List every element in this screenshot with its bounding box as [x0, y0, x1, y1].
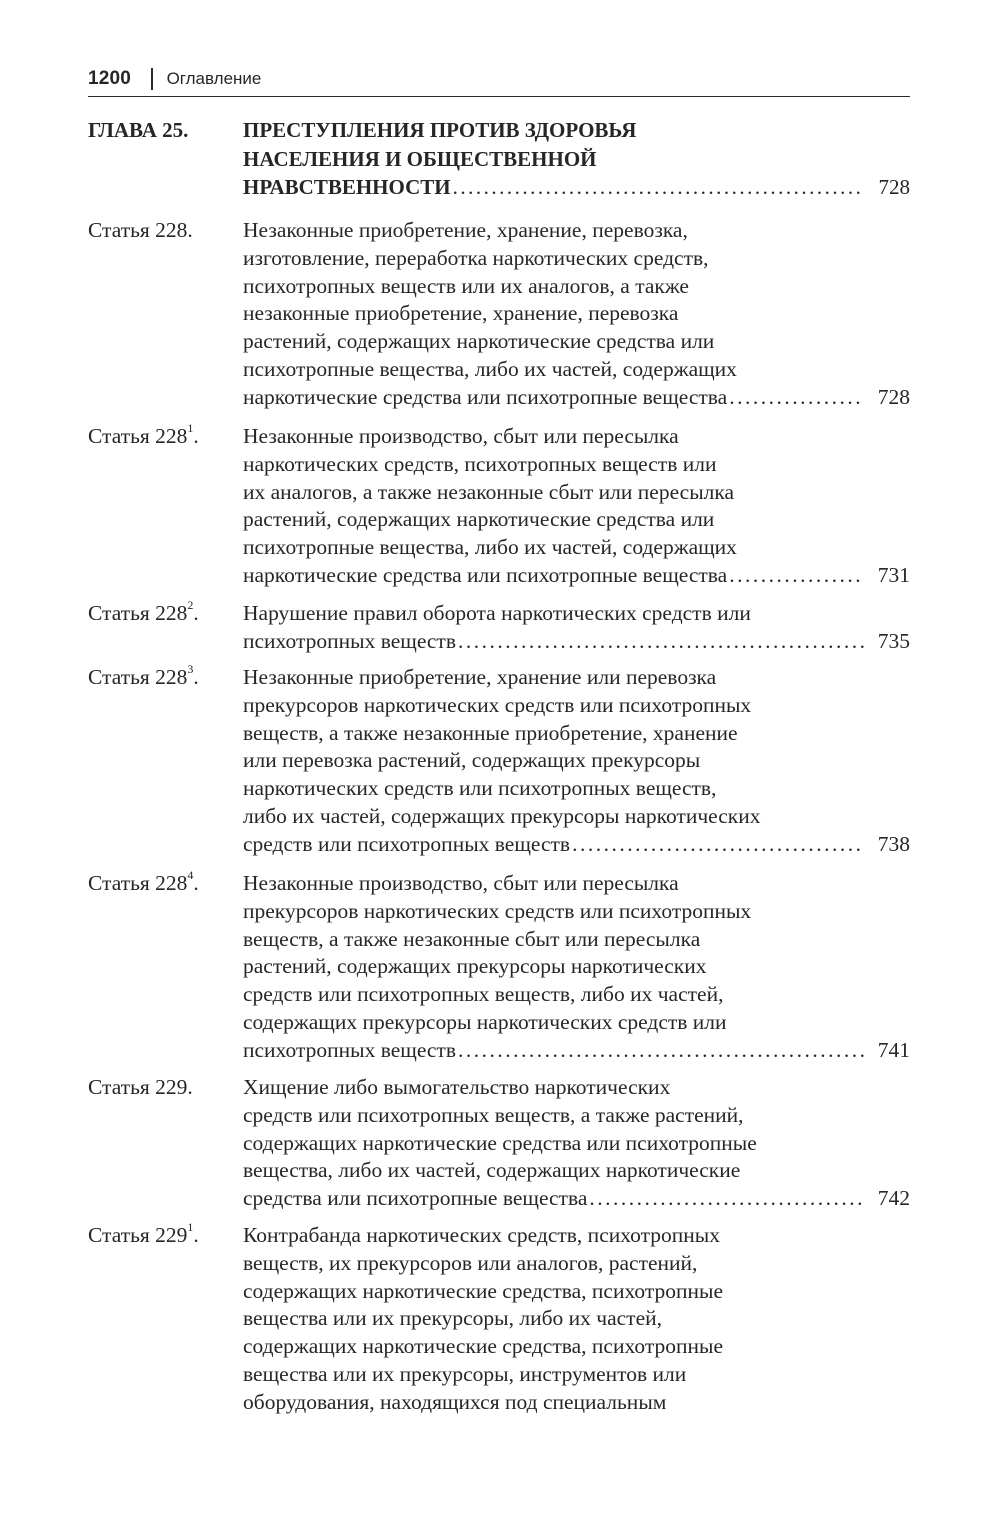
page-ref: 728 [877, 384, 910, 409]
chapter-title-line: НАСЕЛЕНИЯ И ОБЩЕСТВЕННОЙ [243, 146, 597, 171]
title-line: Незаконные приобретение, хранение, перевозка, [243, 218, 688, 242]
title-line: веществ, их прекурсоров или аналогов, растений, [243, 1250, 698, 1275]
title-line: средства или психотропные вещества ..... 742 [243, 1185, 910, 1213]
article-title [243, 600, 910, 656]
title-line: растений, содержащих прекурсоры наркотических [243, 954, 707, 979]
title-line: незаконные приобретение, хранение, перевозка [243, 301, 679, 326]
title-line: средств или психотропных веществ, а также растений, [243, 1102, 744, 1127]
title-line: психотропные вещества, либо их частей, содержащих [243, 535, 737, 560]
running-header [88, 62, 910, 97]
article-label: Статья $228^3$. [88, 661, 199, 689]
title-line: изготовление, переработка наркотических средств, [243, 245, 709, 270]
dot-leader [458, 1037, 864, 1065]
title-line: вещества или их прекурсоры, инструментов или [243, 1361, 687, 1386]
header-title: Оглавление [166, 69, 262, 88]
article-label: Статья 228. [88, 218, 193, 242]
title-line: содержащих прекурсоры наркотических средств или [243, 1009, 727, 1034]
title-line: средств или психотропных веществ, либо их частей, [243, 982, 724, 1007]
title-line: растений, содержащих наркотические средства или [243, 329, 715, 354]
chapter-title-line: ПРЕСТУПЛЕНИЯ ПРОТИВ ЗДОРОВЬЯ [243, 118, 637, 142]
chapter-label: ГЛАВА 25. [88, 118, 189, 142]
title-line: средств или психотропных веществ ..... 738 [243, 831, 910, 859]
title-line: наркотические средства или психотропные вещества ..... 731 [243, 562, 910, 590]
article-label: Статья 229. [88, 1075, 193, 1099]
article-title [243, 664, 910, 859]
title-line: содержащих наркотические средства или психотропные [243, 1130, 757, 1155]
chapter-title [243, 116, 910, 202]
article-title [243, 217, 910, 412]
article-label: Статья $228^1$. [88, 420, 199, 448]
title-line: растений, содержащих наркотические средства или [243, 507, 715, 532]
title-line: либо их частей, содержащих прекурсоры наркотических [243, 803, 761, 828]
article-label: Статья $229^1$. [88, 1219, 199, 1247]
dot-leader [572, 831, 864, 859]
page-ref: 728 [878, 175, 910, 199]
title-line: психотропных веществ или их аналогов, а также [243, 273, 689, 298]
title-line: прекурсоров наркотических средств или психотропных [243, 898, 752, 923]
title-line: Незаконные производство, сбыт или пересылка [243, 871, 679, 895]
page-ref: 742 [877, 1186, 910, 1211]
title-line: Незаконные производство, сбыт или пересылка [243, 424, 679, 448]
title-line: Незаконные приобретение, хранение или перевозка [243, 665, 717, 689]
title-line: психотропные вещества, либо их частей, содержащих [243, 356, 737, 381]
title-line: вещества, либо их частей, содержащих наркотические [243, 1158, 741, 1183]
article-title [243, 1074, 910, 1213]
dot-leader [589, 1185, 864, 1213]
document-page [88, 0, 910, 1513]
page-ref: 735 [877, 628, 910, 653]
title-line: наркотических средств или психотропных веществ, [243, 776, 717, 801]
article-label: Статья $228^2$. [88, 597, 199, 625]
title-line: или перевозка растений, содержащих прекурсоры [243, 748, 701, 773]
page-ref: 741 [877, 1037, 910, 1062]
dot-leader [453, 173, 864, 202]
title-line: Нарушение правил оборота наркотических средств или [243, 601, 751, 625]
title-line: наркотических средств, психотропных веществ или [243, 451, 717, 476]
title-line: наркотические средства или психотропные вещества ..... 728 [243, 384, 910, 412]
page-ref: 738 [877, 831, 910, 856]
title-line: Контрабанда наркотических средств, психотропных [243, 1223, 720, 1247]
page-number: 1200 [88, 68, 132, 89]
article-title [243, 423, 910, 590]
article-title [243, 1222, 910, 1417]
title-line: содержащих наркотические средства, психотропные [243, 1278, 724, 1303]
title-line: психотропных веществ ..... 735 [243, 628, 910, 656]
title-line: содержащих наркотические средства, психотропные [243, 1334, 724, 1359]
article-title [243, 870, 910, 1065]
dot-leader [458, 628, 864, 656]
title-line: оборудования, находящихся под специальным [243, 1389, 667, 1414]
title-line: психотропных веществ ..... 741 [243, 1037, 910, 1065]
dot-leader [729, 562, 864, 590]
title-line: вещества или их прекурсоры, либо их частей, [243, 1306, 662, 1331]
title-line: прекурсоров наркотических средств или психотропных [243, 692, 752, 717]
header-divider [151, 68, 153, 90]
article-label: Статья $228^4$. [88, 867, 199, 895]
title-line: Хищение либо вымогательство наркотических [243, 1075, 671, 1099]
page-ref: 731 [877, 562, 910, 587]
chapter-title-line [243, 173, 910, 202]
chapter-title-text: НРАВСТВЕННОСТИ [243, 175, 451, 199]
title-line: веществ, а также незаконные сбыт или пересылка [243, 926, 701, 951]
dot-leader [729, 384, 864, 412]
title-line: веществ, а также незаконные приобретение, хранение [243, 720, 738, 745]
title-line: их аналогов, а также незаконные сбыт или пересылка [243, 479, 735, 504]
